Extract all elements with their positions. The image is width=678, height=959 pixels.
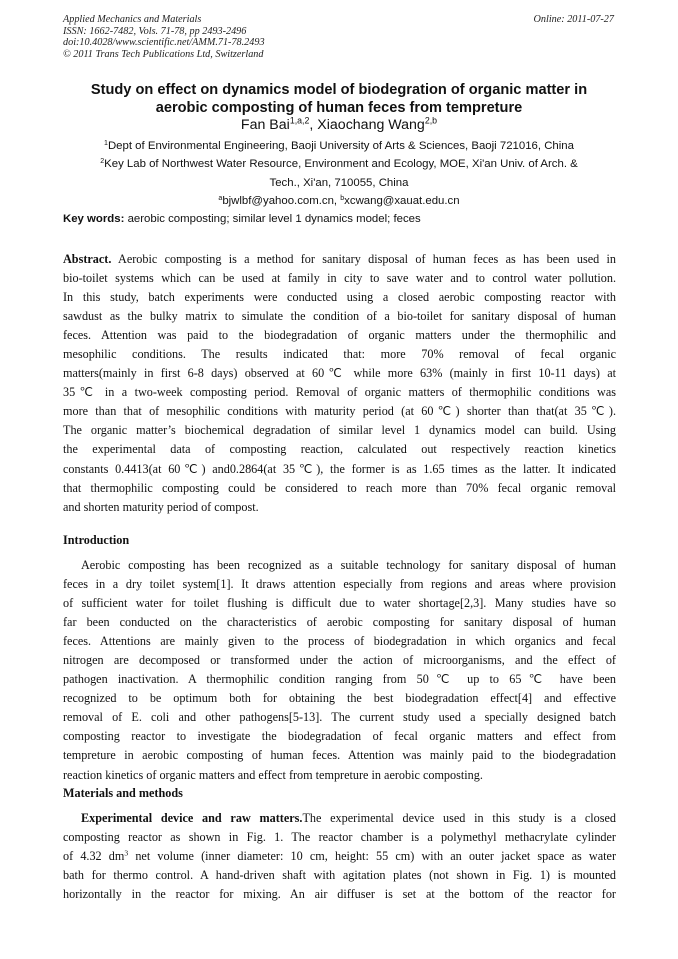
paragraph-line: recognized to be optimum both for obtaining the best biodegradation effect[4] and effective: [63, 691, 616, 706]
paper-title: [60, 82, 618, 117]
keywords: [63, 210, 619, 228]
abstract-line: constants 0.4413(at 60℃) and0.2864(at 35℃), the former is as 1.65 times as the latter. It indicated: [63, 461, 616, 476]
unit-superscript: 3: [124, 848, 129, 858]
author-emails: [63, 192, 615, 210]
introduction-body: [63, 556, 616, 785]
email-mark: a: [218, 194, 223, 202]
abstract-line: more than that of mesophilic conditions with maturity period (at 60℃) shorter than that(at 35℃).: [63, 404, 616, 419]
paragraph-line: removal of E. coli and other pathogens[5-13]. The current study used a specially designed batch: [63, 710, 616, 725]
affiliation-text: Dept of Environmental Engineering, Baoji University of Arts & Sciences, Baoji 721016, China: [107, 140, 574, 152]
abstract-line: mesophilic conditions. The results indicated that: more 70% removal of fecal organic: [63, 347, 616, 362]
affiliation: [63, 137, 615, 156]
affiliation-mark: 2: [100, 157, 105, 165]
affiliation: [63, 155, 615, 192]
email-address: bjwlbf@yahoo.com.cn,: [222, 195, 341, 207]
affiliation-text: Tech., Xi'an, 710055, China: [269, 176, 409, 189]
abstract-line: bio-toilet systems which can be used at family in city to save water and to control water pollution.: [63, 271, 616, 286]
keywords-label: Key words:: [63, 213, 125, 225]
abstract-line: Abstract. Aerobic composting is a method for sanitary disposal of human feces as has been used in: [63, 252, 616, 266]
journal-name: Applied Mechanics and Materials: [63, 14, 202, 25]
paragraph-line: nitrogen are decomposed or transformed under the action of microorganisms, and the effect of: [63, 653, 616, 668]
author-affiliation-mark: 2,b: [424, 115, 438, 126]
paragraph-line: horizontally in the reactor for mixing. An air diffuser is set at the bottom of the reactor for: [63, 887, 616, 902]
abstract-line: The organic matter’s biochemical degradation of similar level 1 dynamics model can build. Using: [63, 423, 616, 438]
affiliation-mark: 1: [104, 139, 108, 147]
journal-copyright: © 2011 Trans Tech Publications Ltd, Switzerland: [63, 48, 264, 60]
abstract-line: the experimental data of composting reaction, calculated out respectively reaction kinetics: [63, 442, 616, 457]
paragraph-line: far been conducted on the characteristics of aerobic composting for sanitary disposal of human: [63, 615, 616, 630]
paragraph-line: feces. Attentions are mainly given to the process of biodegradation in which organics and fecal: [63, 634, 616, 649]
online-date: Online: 2011-07-27: [533, 14, 614, 25]
journal-issn: ISSN: 1662-7482, Vols. 71-78, pp 2493-2496: [63, 25, 247, 37]
materials-body: [63, 809, 616, 904]
author-name: Fan Bai: [240, 117, 290, 133]
journal-header: [63, 14, 265, 60]
paragraph-line: reaction kinetics of organic matters and effect from tempreture in aerobic composting.: [63, 767, 483, 782]
section-heading-materials-methods: Materials and methods: [63, 786, 183, 800]
paragraph-line: Aerobic composting has been recognized as a suitable technology for sanitary disposal of human: [81, 558, 616, 572]
section-heading-introduction: Introduction: [63, 533, 130, 547]
abstract-line: that thermophilic composting could be considered to reach more than 70% fecal organic removal: [63, 480, 616, 495]
paragraph-line: composting reactor to investigate the biodegradation of fecal organic matters and effect from: [63, 729, 616, 744]
subsection-runin-heading: Experimental device and raw matters.: [81, 811, 303, 825]
abstract-line: matters(mainly in first 6-8 days) observed at 60℃ while more 63% (mainly in first 10-11 days) at: [63, 366, 616, 381]
abstract: [63, 250, 616, 517]
author-affiliation-mark: 1,a,2: [289, 115, 310, 126]
paragraph-line: composting reactor as shown in Fig. 1. The reactor chamber is a polymethyl methacrylate cylinder: [63, 830, 616, 845]
keywords-text: aerobic composting; similar level 1 dynamics model; feces: [124, 213, 421, 225]
email-mark: b: [340, 194, 345, 202]
abstract-line: and shorten maturity period of compost.: [63, 499, 259, 514]
author-separator: ,: [309, 117, 318, 133]
paragraph-line: pathogen inactivation. A thermophilic condition ranging from 50℃ up to 65℃ have been: [63, 672, 616, 687]
paragraph-line: bath for thermo control. A hand-driven shaft with agitation plates (not shown in Fig. 1) is mounted: [63, 868, 616, 883]
email-address: xcwang@xauat.edu.cn: [344, 195, 460, 207]
title-line: Study on effect on dynamics model of biodegration of organic matter in: [90, 82, 588, 98]
abstract-line: 35℃ in a two-week composting period. Removal of organic matters of thermophilic conditions was: [63, 385, 616, 400]
abstract-label: Abstract.: [63, 252, 112, 266]
abstract-line: sawdust as the bulky matrix to simulate the condition of a bio-toilet for sanitary disposal of human: [63, 309, 616, 324]
paragraph-line: Experimental device and raw matters.The experimental device used in this study is a closed: [81, 811, 616, 825]
paragraph-line: of sufficient water for toilet flushing is difficult due to water shortage[2,3]. Many studies have so: [63, 596, 616, 611]
affiliation-text: Key Lab of Northwest Water Resource, Environment and Ecology, MOE, Xi'an Univ. of Arch. &: [104, 158, 578, 170]
abstract-line: feces. Attention was paid to the biodegradation of organic matters under the thermophilic and: [63, 328, 616, 343]
author-name: Xiaochang Wang: [317, 117, 425, 133]
abstract-line: In this study, batch experiments were conducted using a closed aerobic composting reactor with: [63, 290, 616, 305]
paragraph-line: of 4.32 $dm^3$ net volume (inner diameter: 10 cm, height: 55 cm) with an outer jacket space as water: [63, 848, 617, 864]
journal-doi: doi:10.4028/www.scientific.net/AMM.71-78.2493: [63, 37, 265, 49]
paragraph-line: tempreture in aerobic composting of human feces. Attention was mainly paid to the biodegradation: [63, 748, 616, 763]
title-line: aerobic composting of human feces from tempreture: [155, 99, 523, 116]
paragraph-line: feces in a dry toilet system[1]. It draws attention especially from regions and areas where provision: [63, 577, 616, 592]
author-list: [63, 117, 615, 134]
